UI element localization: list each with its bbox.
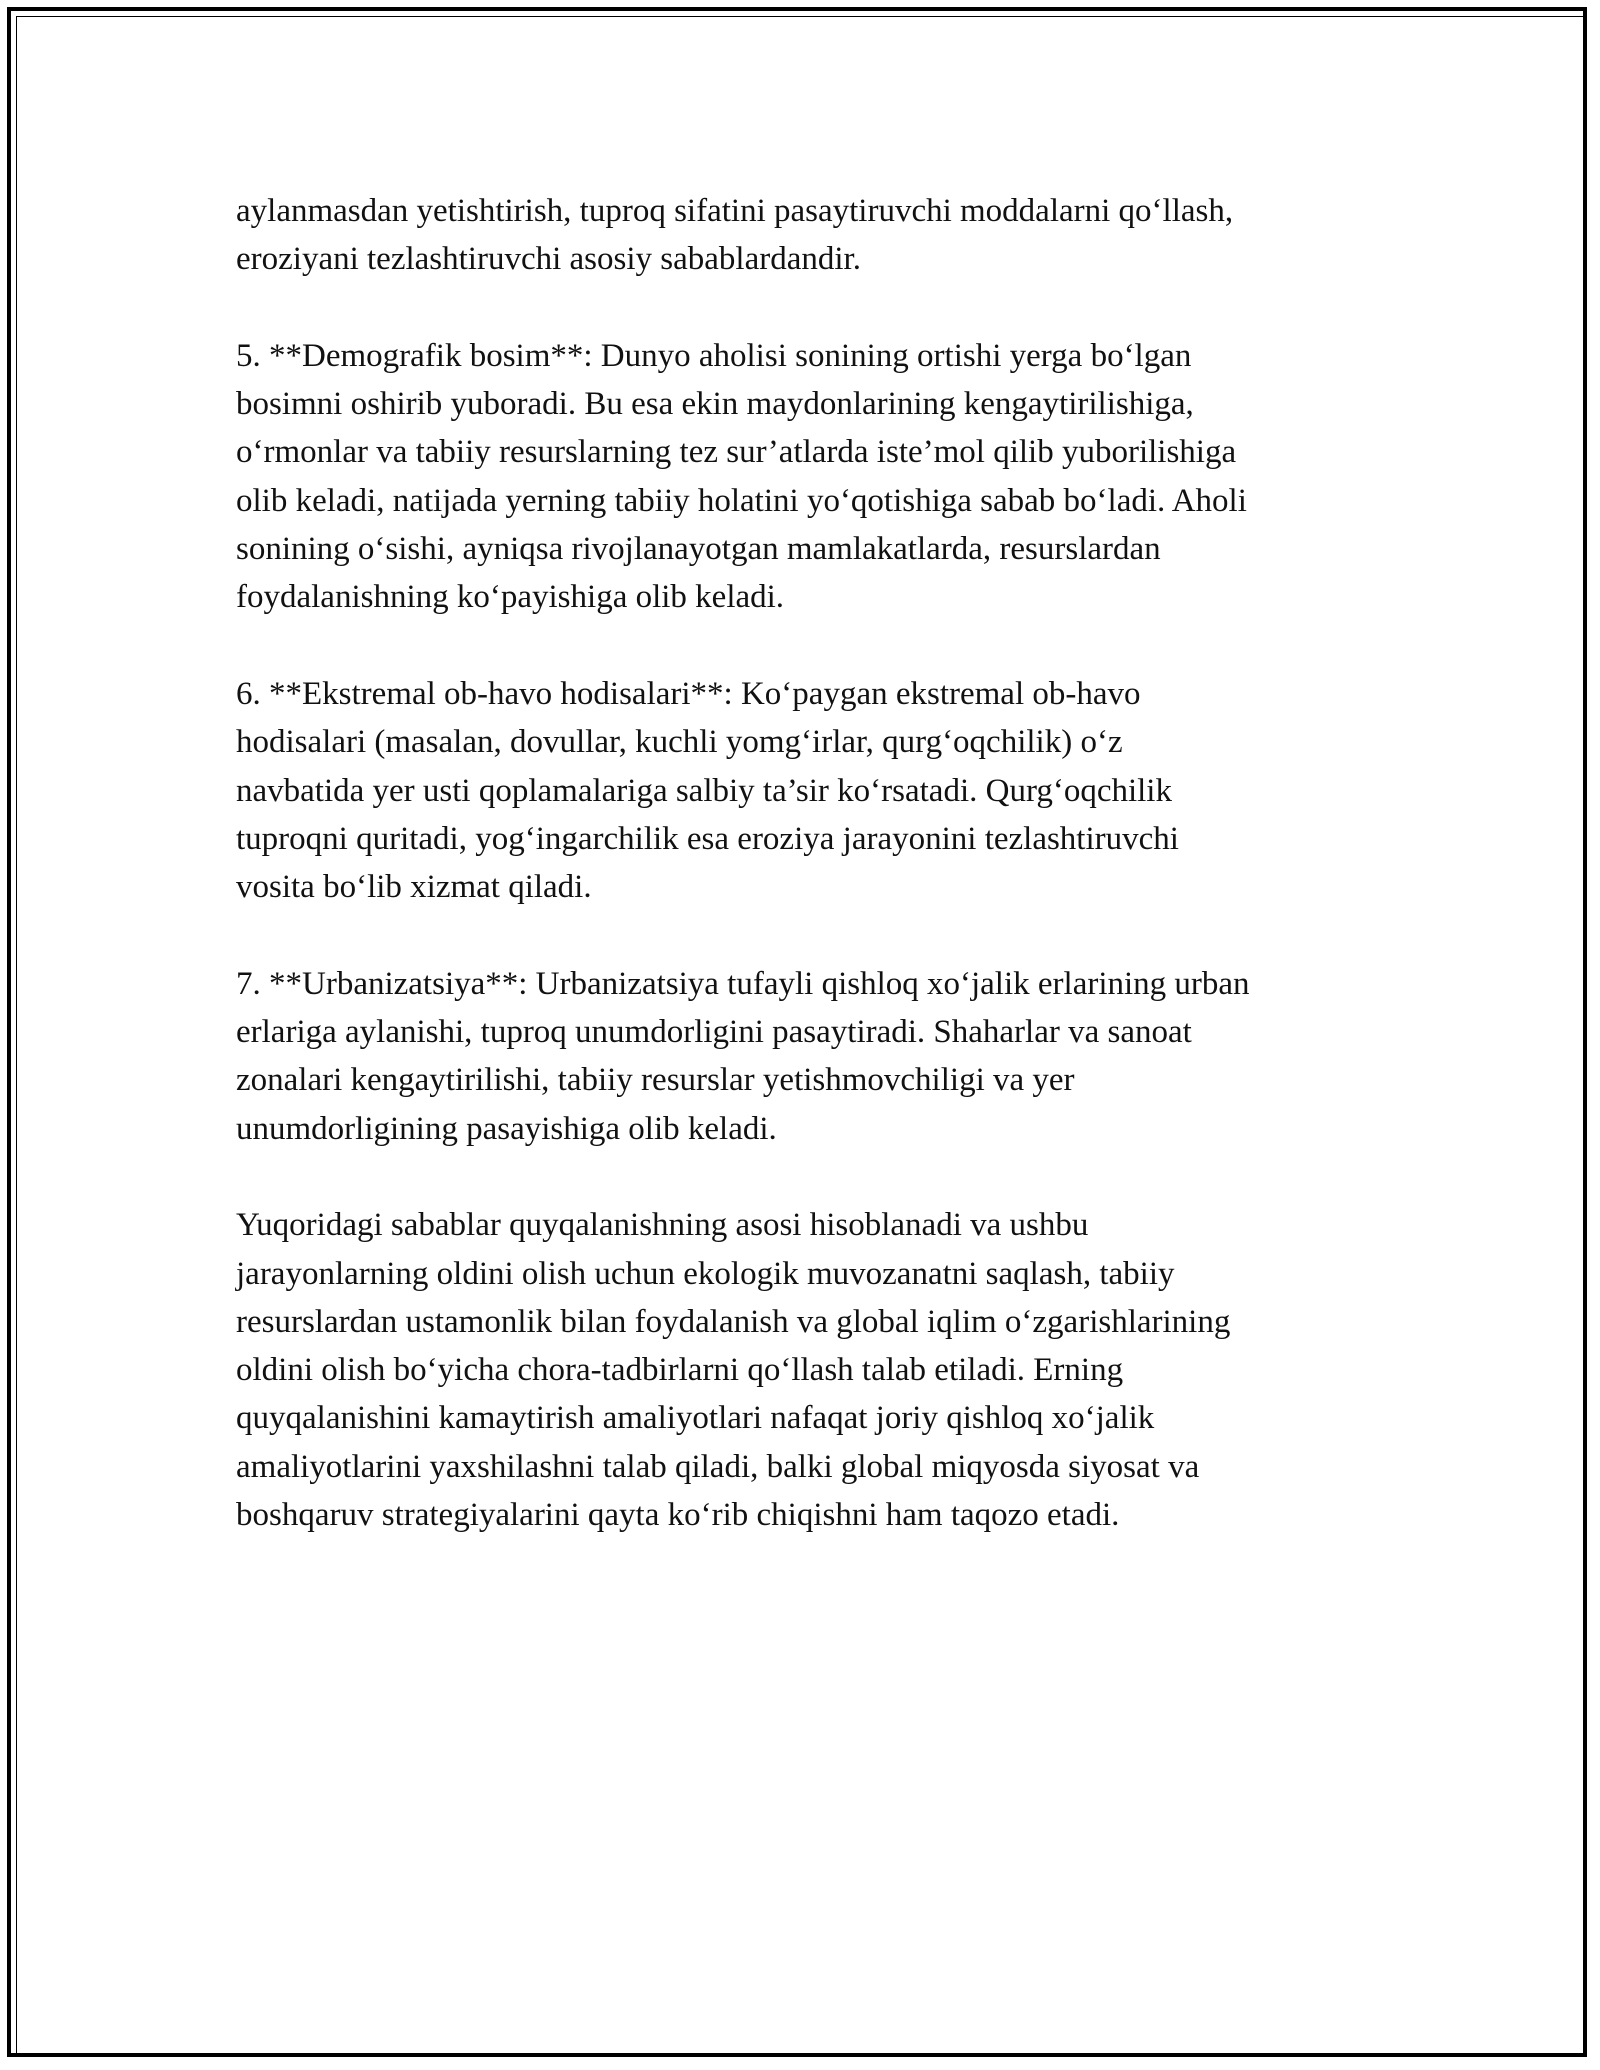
text-line: bosimni oshirib yuboradi. Bu esa ekin maydonlarining kengaytirilishiga, [236, 386, 1194, 423]
paragraph-demographic-pressure [236, 332, 1386, 622]
text-line: resurslardan ustamonlik bilan foydalanish va global iqlim o‘zgarishlarining [236, 1303, 1231, 1340]
text-line: zonalari kengaytirilishi, tabiiy resurslar yetishmovchiligi va yer [236, 1062, 1075, 1099]
text-line: unumdorligining pasayishiga olib keladi. [236, 1110, 777, 1147]
text-line: oldini olish bo‘yicha chora-tadbirlarni qo‘llash talab etiladi. Erning [236, 1352, 1124, 1389]
paragraph-conclusion [236, 1201, 1386, 1539]
text-line: quyqalanishini kamaytirish amaliyotlari nafaqat joriy qishloq xo‘jalik [236, 1400, 1155, 1437]
text-line: tuproqni quritadi, yog‘ingarchilik esa eroziya jarayonini tezlashtiruvchi [236, 820, 1179, 857]
text-line: jarayonlarning oldini olish uchun ekologik muvozanatni saqlash, tabiiy [236, 1255, 1175, 1292]
text-line: amaliyotlarini yaxshilashni talab qiladi, balki global miqyosda siyosat va [236, 1448, 1200, 1485]
text-line: boshqaruv strategiyalarini qayta ko‘rib chiqishni ham taqozo etadi. [236, 1497, 1120, 1534]
text-line: vosita bo‘lib xizmat qiladi. [236, 869, 592, 906]
paragraph-urbanization [236, 960, 1386, 1153]
paragraph-continuation [236, 187, 1386, 284]
text-line: aylanmasdan yetishtirish, tuproq sifatini pasaytiruvchi moddalarni qo‘llash, [236, 193, 1234, 229]
text-line: 7. **Urbanizatsiya**: Urbanizatsiya tufayli qishloq xo‘jalik erlarining urban [236, 965, 1250, 1002]
paragraph-extreme-weather [236, 670, 1386, 911]
text-line: foydalanishning ko‘payishiga olib keladi. [236, 579, 785, 616]
text-line: 5. **Demografik bosim**: Dunyo aholisi sonining ortishi yerga bo‘lgan [236, 337, 1192, 374]
text-line: 6. **Ekstremal ob-havo hodisalari**: Ko‘paygan ekstremal ob-havo [236, 675, 1141, 712]
text-line: eroziyani tezlashtiruvchi asosiy sabablardandir. [236, 241, 861, 278]
text-line: hodisalari (masalan, dovullar, kuchli yomg‘irlar, qurg‘oqchilik) o‘z [236, 724, 1123, 761]
text-line: sonining o‘sishi, ayniqsa rivojlanayotgan mamlakatlarda, resurslardan [236, 531, 1161, 568]
text-line: olib keladi, natijada yerning tabiiy holatini yo‘qotishiga sabab bo‘ladi. Aholi [236, 482, 1247, 519]
text-line: navbatida yer usti qoplamalariga salbiy ta’sir ko‘rsatadi. Qurg‘oqchilik [236, 772, 1172, 809]
text-line: erlariga aylanishi, tuproq unumdorligini pasaytiradi. Shaharlar va sanoat [236, 1014, 1192, 1051]
text-line: o‘rmonlar va tabiiy resurslarning tez sur’atlarda iste’mol qilib yuborilishiga [236, 434, 1237, 471]
text-line: Yuqoridagi sabablar quyqalanishning asosi hisoblanadi va ushbu [236, 1207, 1089, 1244]
document-body [236, 187, 1386, 1588]
